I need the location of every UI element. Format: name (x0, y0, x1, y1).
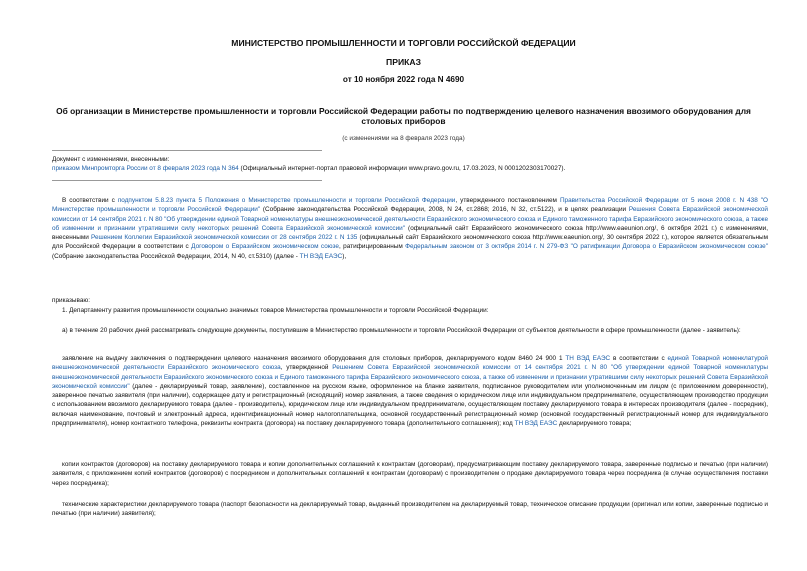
preamble-text: (официальный сайт Евразийского экономического союза http://www.eaeunion.org/, 6 октября 2021 г.) с изменениями, внесенными (52, 224, 768, 242)
item-1: 1. Департаменту развития промышленности социально значимых товаров Министерства промышленности и торговли Российской Федерации: (62, 307, 489, 314)
preamble-text: , ратифицированным (338, 243, 406, 251)
application-text: декларируемого товара; (557, 420, 632, 428)
divider-bottom (52, 180, 322, 181)
preamble-paragraph (52, 196, 768, 261)
preamble-text: , утвержденного постановлением (455, 197, 560, 204)
preamble-text: ), (342, 252, 347, 260)
edition-note: (с изменениями на 8 февраля 2023 года) (342, 135, 465, 142)
application-text: (далее - декларируемый товар, заявление), составленное на русском языке, оформленное на бланке заявителя, подписанное руководителем или уполномоченным им лицом (с приложением доверенности), заверенное печатью заявителя (при наличии), содержащее дату и регистрационный (исходящий) номер заявления, а также сведения о юридическом лице или индивидуальном предпринимателе, осуществляющем производство продукции с использованием ввозимого декларируемого товара (далее - производитель), юридическом лице или индивидуальном предпринимателе, осуществляющем поставку декларируемого товара в интересах производителя (далее - посредник), включая наименование, почтовый и электронный адреса, идентификационный номер налогоплательщика, основной государственный регистрационный номер (основной государственный регистрационный номер для индивидуального предпринимателя), номер контактного телефона, реквизиты контракта (договора) на поставку декларируемого товара (дополнительного соглашения); код (52, 382, 768, 428)
order-label: ПРИКАЗ (386, 57, 421, 67)
divider-top (52, 150, 322, 151)
eec-decision-link[interactable]: Решения Совета Евразийской экономической комиссии от 14 сентября 2021 г. N 80 "Об утверждении единой Товарной номенклатуры внешнеэкономической деятельности Евразийского экономического союза и Единого таможенного тарифа Евразийского экономического союза, а также об изменении и признании утратившими силу некоторых решений Совета Евразийской экономической комиссии" (52, 206, 768, 232)
ministry-name: МИНИСТЕРСТВО ПРОМЫШЛЕННОСТИ И ТОРГОВЛИ РОССИЙСКОЙ ФЕДЕРАЦИИ (231, 38, 576, 48)
preamble-text: В соответствии с (62, 197, 118, 204)
regulation-link[interactable]: подпунктом 5.8.23 пункта 5 Положения о Министерстве промышленности и торговли Российской Федерации (117, 197, 456, 204)
changes-line (52, 164, 772, 173)
order-title: Об организации в Министерстве промышленности и торговли Российской Федерации работы по подтверждению целевого назначения ввозимого оборудования для столовых приборов (56, 106, 751, 126)
commodity-nomenclature-link[interactable]: единой Товарной номенклатурой внешнеэкономической деятельности Евразийского экономического союза (52, 355, 768, 372)
application-paragraph (52, 354, 768, 428)
specs-paragraph: технические характеристики декларируемого товара (паспорт безопасности на декларируемый товар, выданный производителем на декларируемый товар, техническое описание продукции (оригинал или копии, заверенные подписью и печатью (при наличии) заявителя); (52, 501, 768, 518)
preamble-text: (официальный сайт Евразийского экономического союза http://www.eaeunion.org/, 30 сентября 2022 г.), которое является обязательным для Российской Федерации в соответствии с (52, 234, 769, 251)
application-text: , утвержденной (280, 364, 333, 372)
tnved-link[interactable]: ТН ВЭД ЕАЭС (565, 355, 611, 362)
changes-block (52, 155, 772, 173)
item-1a: а) в течение 20 рабочих дней рассматривать следующие документы, поступившие в Министерство промышленности и торговли Российской Федерации от субъектов деятельности в сфере промышленности (далее - заявитель): (62, 327, 741, 334)
preamble-text: (Собрание законодательства Российской Федерации, 2014, N 40, ст.5310) (далее - (52, 252, 300, 260)
tnved-link[interactable]: ТН ВЭД ЕАЭС (514, 420, 558, 428)
eec-board-decision-link[interactable]: Решением Коллегии Евразийской экономической комиссии от 28 сентября 2022 г. N 135 (90, 234, 358, 242)
tnved-link[interactable]: ТН ВЭД ЕАЭС (299, 252, 343, 260)
eec-decision-link[interactable]: Решением Совета Евразийской экономической комиссии от 14 сентября 2021 г. N 80 "Об утверждении единой Товарной номенклатуры внешнеэкономической деятельности Евразийского экономического союза и Единого таможенного тарифа Евразийского экономического союза, а также об изменении и признании утратившими силу некоторых решений Совета Евразийской экономической комиссии" (52, 364, 768, 390)
amendment-source: (Официальный интернет-портал правовой информации www.pravo.gov.ru, 17.03.2023, N 0001202303170027). (238, 165, 566, 172)
amendment-link[interactable]: приказом Минпромторга России от 8 февраля 2023 года N 364 (52, 165, 239, 172)
eaeu-treaty-link[interactable]: Договором о Евразийском экономическом союзе (191, 243, 339, 251)
preamble-text: (Собрание законодательства Российской Федерации, 2008, N 24, ст.2868; 2016, N 32, ст.5122), и в целях реализации (260, 206, 629, 214)
application-text: в соответствии с (610, 355, 668, 362)
government-decree-link[interactable]: Правительства Российской Федерации от 5 июня 2008 г. N 438 "О Министерстве промышленности и торговли Российской Федерации" (52, 197, 769, 214)
contracts-paragraph: копии контрактов (договоров) на поставку декларируемого товара и копии дополнительных соглашений к контрактам (договорам), предусматривающим поставку декларируемого товара, заверенные подписью и печатью (при наличии) заявителя, с приложением копий контрактов (договоров) с посредником и дополнительных соглашений к контрактам (договорам) с производителем о продаже декларируемого товара через посредника (в случае осуществления поставки через посредника); (52, 461, 768, 487)
federal-law-link[interactable]: Федеральным законом от 3 октября 2014 г. N 279-ФЗ "О ратификации Договора о Евразийском экономическом союзе" (405, 243, 769, 251)
changes-intro: Документ с изменениями, внесенными: (52, 156, 170, 163)
orders-word: приказываю: (52, 297, 90, 304)
order-date: от 10 ноября 2022 года N 4690 (342, 75, 465, 84)
application-text: заявление на выдачу заключения о подтверждении целевого назначения ввозимого оборудования для столовых приборов, декларируемого кодом 8460 24 900 1 (62, 355, 566, 362)
